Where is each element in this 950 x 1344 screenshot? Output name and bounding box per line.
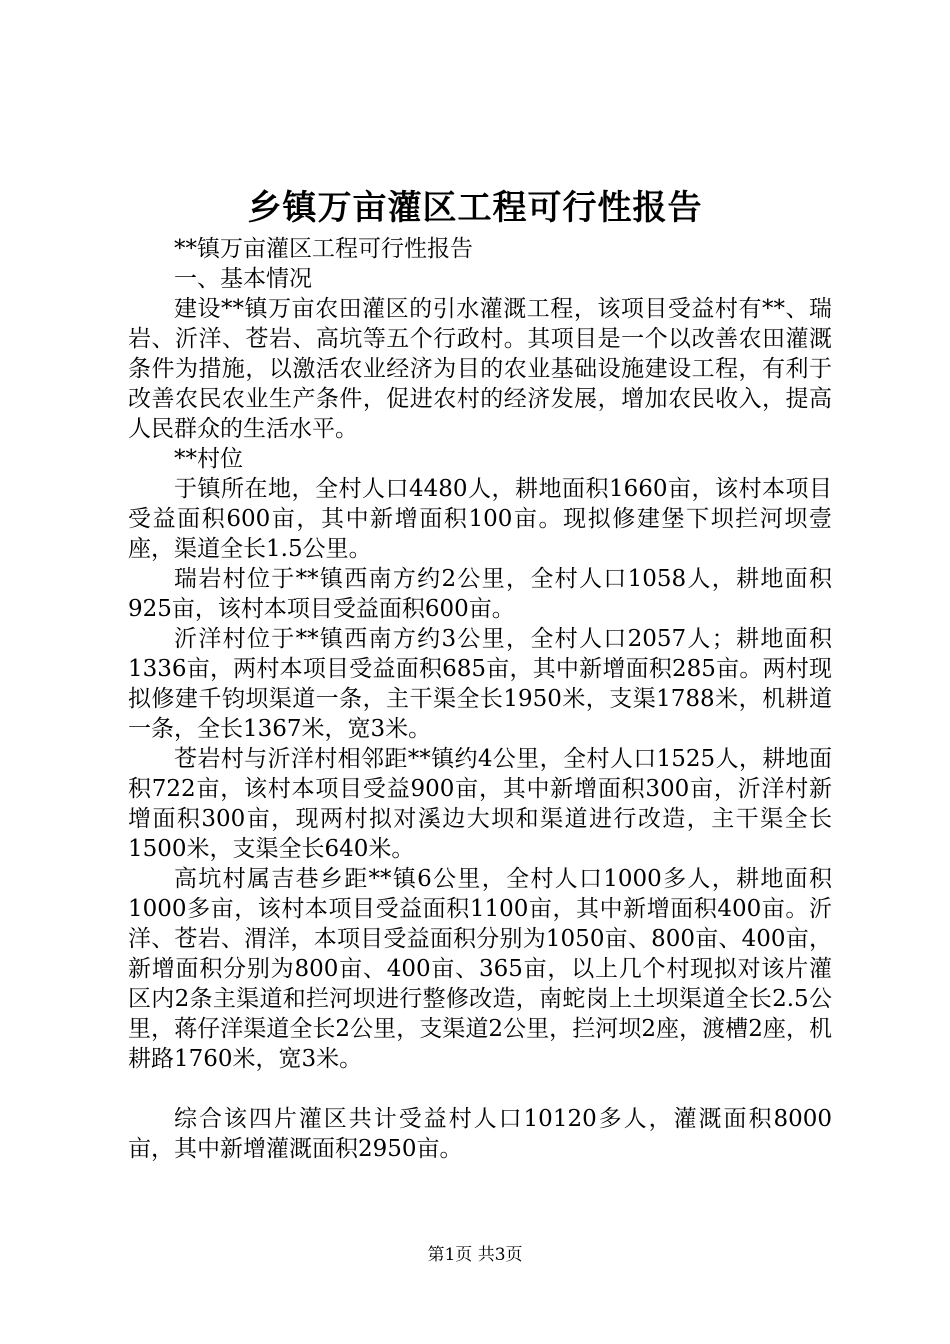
body-paragraph: 于镇所在地，全村人口4480人，耕地面积1660亩，该村本项目受益面积600亩，其中新增面积100亩。现拟修建堡下坝拦河坝壹座，渠道全长1.5公里。 (128, 476, 832, 562)
summary-paragraph: 综合该四片灌区共计受益村人口10120多人，灌溉面积8000亩，其中新增灌溉面积2950亩。 (128, 1106, 832, 1162)
document-title: 乡镇万亩灌区工程可行性报告 (247, 188, 703, 228)
body-paragraph: 瑞岩村位于**镇西南方约2公里，全村人口1058人，耕地面积925亩，该村本项目受益面积600亩。 (128, 566, 832, 622)
document-body (128, 234, 832, 1164)
body-paragraph: 高坑村属吉巷乡距**镇6公里，全村人口1000多人，耕地面积1000多亩，该村本项目受益面积1100亩，其中新增面积400亩。沂洋、苍岩、渭洋，本项目受益面积分别为1050亩、800亩、400亩，新增面积分别为800亩、400亩、365亩，以上几个村现拟对该片灌区内2条主渠道和拦河坝进行整修改造，南蛇岗上土坝渠道全长2.5公里，蒋仔洋渠道全长2公里，支渠道2公里，拦河坝2座，渡槽2座，机耕路1760米，宽3米。 (128, 866, 832, 1072)
body-paragraph: 苍岩村与沂洋村相邻距**镇约4公里，全村人口1525人，耕地面积722亩，该村本项目受益900亩，其中新增面积300亩，沂洋村新增面积300亩，现两村拟对溪边大坝和渠道进行改造，主干渠全长1500米，支渠全长640米。 (128, 746, 832, 862)
page-footer: 第1页 共3页 (427, 1245, 523, 1265)
section-heading: 一、基本情况 (174, 266, 312, 292)
body-paragraph: 沂洋村位于**镇西南方约3公里，全村人口2057人；耕地面积1336亩，两村本项目受益面积685亩，其中新增面积285亩。两村现拟修建千钧坝渠道一条，主干渠全长1950米，支渠1788米，机耕道一条，全长1367米，宽3米。 (128, 626, 832, 742)
subtitle-paragraph: **镇万亩灌区工程可行性报告 (174, 236, 473, 262)
village-heading: **村位 (174, 446, 243, 472)
body-paragraph: 建设**镇万亩农田灌区的引水灌溉工程，该项目受益村有**、瑞岩、沂洋、苍岩、高坑等五个行政村。其项目是一个以改善农田灌溉条件为措施，以激活农业经济为目的农业基础设施建设工程，有利于改善农民农业生产条件，促进农村的经济发展，增加农民收入，提高人民群众的生活水平。 (128, 296, 833, 442)
